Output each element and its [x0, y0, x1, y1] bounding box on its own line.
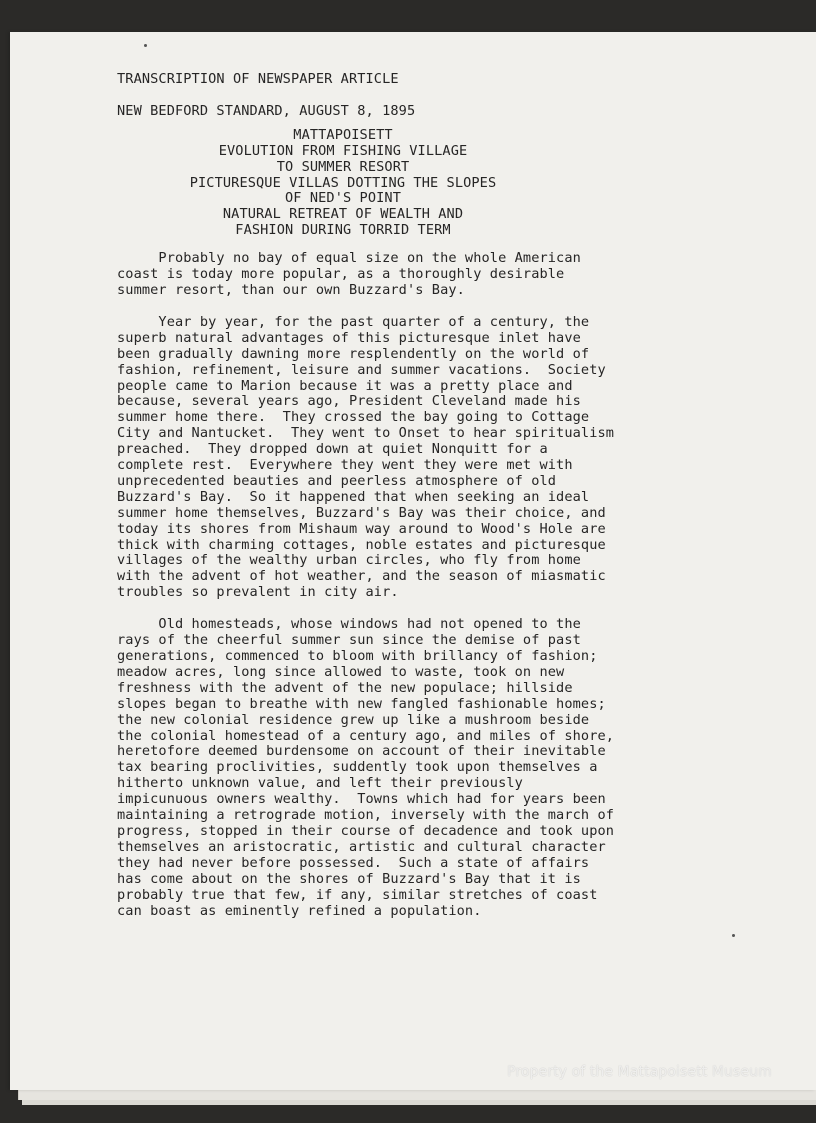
text-line: thick with charming cottages, noble estates and picturesque	[117, 536, 606, 553]
text-line: generations, commenced to bloom with brillancy of fashion;	[117, 648, 598, 664]
text-line: villages of the wealthy urban circles, who fly from home	[117, 552, 581, 569]
text-line: freshness with the advent of the new populace; hillside	[117, 679, 573, 696]
text-line: themselves an aristocratic, artistic and cultural character	[117, 838, 606, 855]
text-line: has come about on the shores of Buzzard's Bay that it is	[117, 870, 581, 887]
text-line: Old homesteads, whose windows had not opened to the	[117, 616, 581, 633]
text-line: preached. They dropped down at quiet Nonquitt for a	[117, 441, 548, 458]
article-transcription	[117, 72, 717, 919]
paper-speck	[732, 934, 735, 937]
text-line: today its shores from Mishaum way around to Wood's Hole are	[117, 520, 606, 537]
text-line: summer home there. They crossed the bay going to Cottage	[117, 409, 590, 426]
paper-speck	[144, 44, 147, 47]
text-line: superb natural advantages of this picturesque inlet have	[117, 329, 581, 346]
text-line: tax bearing proclivities, suddently took upon themselves a	[117, 759, 598, 776]
paragraph-1	[117, 251, 702, 299]
transcription-title: TRANSCRIPTION OF NEWSPAPER ARTICLE	[117, 71, 399, 87]
text-line: been gradually dawning more resplendently on the world of	[117, 345, 590, 362]
headline-line: EVOLUTION FROM FISHING VILLAGE	[218, 142, 468, 159]
text-line: because, several years ago, President Cleveland made his	[117, 393, 581, 410]
text-line: maintaining a retrograde motion, inversely with the march of	[117, 807, 615, 824]
text-line: people came to Marion because it was a pretty place and	[117, 377, 573, 394]
text-line: rays of the cheerful summer sun since the demise of past	[117, 632, 581, 649]
text-line: the new colonial residence grew up like a mushroom beside	[117, 711, 590, 728]
text-line: City and Nantucket. They went to Onset to hear spiritualism	[117, 425, 615, 442]
text-line: coast is today more popular, as a thoroughly desirable	[117, 266, 565, 283]
text-line: summer resort, than our own Buzzard's Bay.	[117, 281, 465, 298]
text-line: they had never before possessed. Such a state of affairs	[117, 854, 590, 871]
headline-line: TO SUMMER RESORT	[276, 158, 410, 175]
text-line: impicunuous owners wealthy. Towns which had for years been	[117, 791, 606, 808]
paragraph-2	[117, 315, 702, 601]
text-line: hitherto unknown value, and left their previously	[117, 775, 523, 792]
text-line: heretofore deemed burdensome on account of their inevitable	[117, 743, 606, 760]
text-line: troubles so prevalent in city air.	[117, 584, 399, 601]
text-line: complete rest. Everywhere they went they were met with	[117, 457, 573, 474]
text-line: Probably no bay of equal size on the whole American	[117, 250, 581, 267]
text-line: probably true that few, if any, similar stretches of coast	[117, 886, 598, 903]
text-line: summer home themselves, Buzzard's Bay was their choice, and	[117, 504, 606, 521]
headline-block	[117, 128, 569, 239]
text-line: unprecedented beauties and peerless atmosphere of old	[117, 472, 557, 489]
text-line: Year by year, for the past quarter of a century, the	[117, 313, 590, 330]
text-line: can boast as eminently refined a population.	[117, 902, 482, 919]
headline-line: FASHION DURING TORRID TERM	[235, 222, 451, 239]
museum-watermark: Property of the Mattapoisett Museum	[507, 1064, 772, 1080]
text-line: fashion, refinement, leisure and summer vacations. Society	[117, 361, 606, 378]
text-line: slopes began to breathe with new fangled fashionable homes;	[117, 695, 606, 712]
text-line: meadow acres, long since allowed to waste, took on new	[117, 663, 565, 680]
text-line: the colonial homestead of a century ago, and miles of shore,	[117, 727, 615, 744]
text-line: with the advent of hot weather, and the season of miasmatic	[117, 568, 606, 585]
newspaper-source-date: NEW BEDFORD STANDARD, AUGUST 8, 1895	[117, 102, 416, 119]
headline-line: MATTAPOISETT	[293, 126, 393, 143]
text-line: progress, stopped in their course of decadence and took upon	[117, 822, 615, 839]
headline-line: NATURAL RETREAT OF WEALTH AND	[222, 206, 464, 223]
paragraph-3	[117, 617, 702, 919]
headline-line: OF NED'S POINT	[285, 190, 401, 207]
headline-line: PICTURESQUE VILLAS DOTTING THE SLOPES	[189, 174, 497, 191]
text-line: Buzzard's Bay. So it happened that when seeking an ideal	[117, 488, 590, 505]
